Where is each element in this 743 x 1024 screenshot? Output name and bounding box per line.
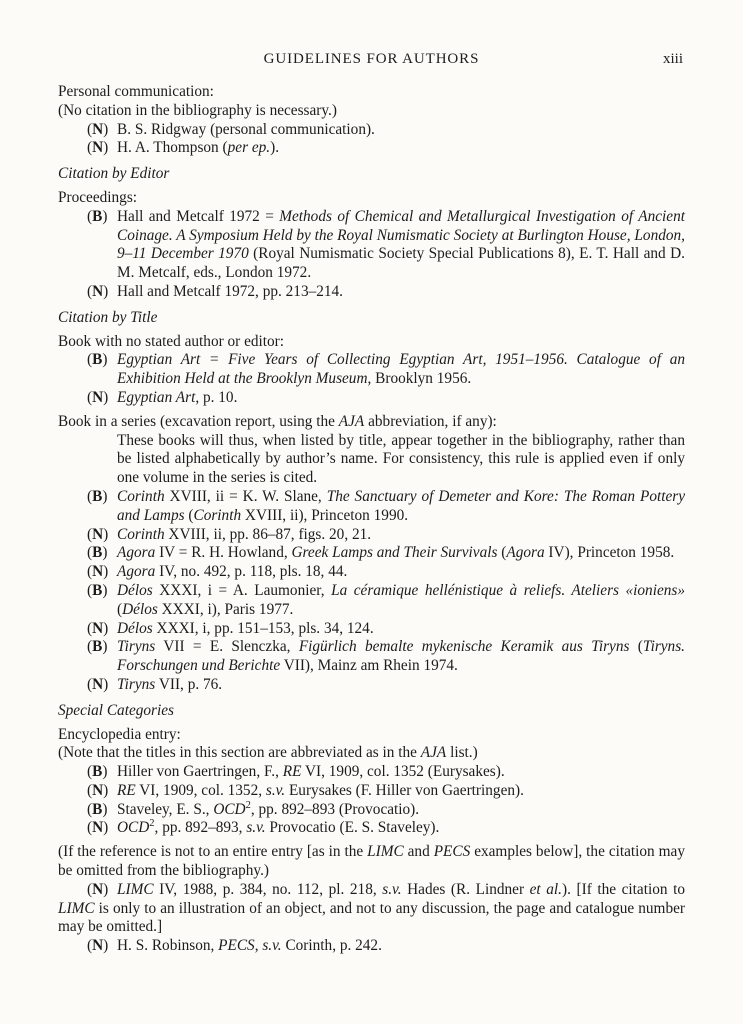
- citation-line: [87, 581, 685, 620]
- citation-type-label: (N): [87, 619, 109, 637]
- text-segment: (: [497, 544, 507, 562]
- text-segment: Egyptian Art: [117, 388, 196, 406]
- paragraph: [58, 413, 685, 432]
- text-segment: IV, 1988, p. 384, no. 112, pl. 218,: [153, 880, 383, 898]
- text-segment: Tiryns: [117, 675, 156, 693]
- text-segment: PECS: [218, 937, 255, 955]
- text-segment: , pp. 892–893,: [154, 819, 247, 837]
- text-segment: Hall and Metcalf 1972, pp. 213–214.: [117, 282, 344, 300]
- text-segment: per ep.: [227, 139, 271, 157]
- text-segment: (: [184, 506, 194, 524]
- text-segment: s.v.: [262, 937, 282, 955]
- text-segment: (Note that the titles in this section are abbreviated as in the: [58, 744, 421, 762]
- text-segment: 2: [245, 799, 251, 811]
- text-segment: Proceedings:: [58, 188, 138, 206]
- citation-type-label: (B): [87, 351, 108, 369]
- text-segment: VI, 1909, col. 1352 (Eurysakes).: [301, 763, 505, 781]
- citation-type-label: (N): [87, 525, 109, 543]
- text-segment: Tiryns: [117, 638, 156, 656]
- text-segment: H. S. Robinson,: [117, 937, 219, 955]
- paragraph: [58, 189, 685, 208]
- text-segment: The Sanctuary of Demeter and Kore: The Roman Pottery and Lamps: [117, 487, 686, 524]
- text-segment: VII, p. 76.: [155, 675, 223, 693]
- text-segment: (: [629, 638, 643, 656]
- text-segment: Agora: [117, 563, 156, 581]
- text-segment: Citation by Editor: [58, 165, 170, 183]
- text-segment: Agora: [117, 544, 156, 562]
- citation-type-label: (N): [87, 781, 109, 799]
- text-segment: These books will thus, when listed by title, appear together in the bibliography, rather than be listed alphabetically by author’s name. For consistency, this rule is applied even if only one volume in the series is cited.: [117, 431, 685, 487]
- text-segment: is only to an illustration of an object, and not to any discussion, the page and catalogue number may be omitted.]: [58, 899, 685, 936]
- paragraph: [58, 726, 685, 745]
- text-segment: IV = R. H. Howland,: [155, 544, 292, 562]
- text-segment: Hall and Metcalf 1972 =: [117, 207, 280, 225]
- text-segment: list.): [446, 744, 478, 762]
- text-segment: IV), Princeton 1958.: [544, 544, 675, 562]
- running-head: GUIDELINES FOR AUTHORS: [263, 51, 480, 67]
- text-segment: B. S. Ridgway (personal communication).: [117, 120, 375, 138]
- citation-line: [87, 388, 685, 408]
- text-segment: (If the reference is not to an entire entry [as in the: [58, 843, 368, 861]
- page-number: xiii: [662, 51, 683, 67]
- text-segment: Special Categories: [58, 701, 174, 719]
- text-segment: , Brooklyn 1956.: [367, 370, 472, 388]
- citation-type-label: (N): [87, 675, 109, 693]
- text-segment: Eurysakes (F. Hiller von Gaertringen).: [285, 781, 524, 799]
- citation-line: [87, 937, 685, 956]
- text-segment: Staveley, E. S.,: [117, 800, 214, 818]
- text-segment: Délos: [117, 619, 153, 637]
- citation-type-label: (N): [87, 880, 109, 898]
- citation-type-label: (N): [87, 388, 109, 406]
- citation-line: [87, 638, 685, 676]
- citation-type-label: (N): [87, 282, 109, 300]
- text-segment: ).: [270, 139, 280, 157]
- text-segment: Corinth: [117, 525, 165, 543]
- text-segment: Personal communication:: [58, 83, 214, 100]
- citation-line: [87, 139, 685, 158]
- paragraph: [117, 432, 685, 488]
- text-segment: abbreviation, if any):: [364, 412, 497, 430]
- citation-line: [87, 763, 685, 782]
- text-segment: XVIII, ii, pp. 86–87, figs. 20, 21.: [164, 525, 372, 543]
- paragraph: [58, 83, 685, 102]
- section-heading: [58, 702, 685, 721]
- text-segment: , p. 10.: [195, 388, 238, 406]
- paragraph: [58, 333, 685, 352]
- citation-line: [87, 487, 686, 526]
- document-body: [58, 83, 685, 956]
- section-heading: [58, 165, 685, 184]
- citation-type-label: (B): [87, 544, 108, 562]
- text-segment: XVIII, ii = K. W. Slane,: [164, 487, 327, 505]
- text-segment: Corinth: [117, 487, 165, 505]
- citation-line: [87, 818, 685, 838]
- citation-line: [58, 881, 685, 937]
- citation-line: [87, 563, 685, 582]
- citation-line: [87, 781, 685, 801]
- page-header: [58, 51, 685, 71]
- text-segment: (: [117, 600, 123, 618]
- text-segment: OCD: [117, 819, 150, 837]
- text-segment: AJA: [338, 412, 365, 430]
- text-segment: 2: [149, 818, 155, 830]
- text-segment: Citation by Title: [58, 308, 158, 326]
- section-heading: [58, 309, 685, 328]
- text-segment: examples below], the citation may be omitted from the bibliography.): [58, 843, 685, 880]
- text-segment: Methods of Chemical and Metallurgical Investigation of Ancient Coinage. A Symposium Held by the Royal Numismatic Society at Burlington House, London, 9–11 December 1970: [117, 207, 685, 263]
- text-segment: RE: [282, 763, 302, 781]
- citation-type-label: (N): [87, 120, 109, 138]
- citation-line: [87, 619, 685, 639]
- citation-type-label: (B): [87, 487, 108, 505]
- text-segment: (No citation in the bibliography is necessary.): [58, 101, 337, 119]
- paragraph: [58, 843, 685, 881]
- text-segment: Book with no stated author or editor:: [58, 332, 285, 350]
- text-segment: et al.: [529, 880, 562, 898]
- citation-line: [87, 207, 685, 283]
- paragraph: [58, 744, 685, 763]
- text-segment: s.v.: [246, 819, 266, 837]
- text-segment: RE: [117, 781, 136, 799]
- text-segment: AJA: [420, 744, 447, 762]
- text-segment: LIMC: [58, 899, 95, 917]
- citation-line: [87, 351, 685, 389]
- citation-line: [87, 544, 685, 563]
- citation-type-label: (B): [87, 207, 108, 225]
- text-segment: ,: [254, 937, 263, 955]
- citation-line: [87, 120, 685, 140]
- text-segment: Délos: [122, 600, 158, 618]
- text-segment: Agora: [506, 544, 545, 562]
- text-segment: La céramique hellénistique à reliefs. Ateliers «ioniens»: [331, 581, 685, 599]
- citation-type-label: (B): [87, 638, 108, 656]
- text-segment: VII), Mainz am Rhein 1974.: [280, 657, 458, 675]
- text-segment: Hades (R. Lindner: [401, 880, 530, 898]
- text-segment: s.v.: [265, 781, 286, 799]
- text-segment: Egyptian Art = Five Years of Collecting Egyptian Art, 1951–1956. Catalogue of an Exhibition Held at the Brooklyn Museum: [117, 351, 685, 388]
- text-segment: XXXI, i, pp. 151–153, pls. 34, 124.: [152, 619, 374, 637]
- text-segment: IV, no. 492, p. 118, pls. 18, 44.: [155, 563, 348, 581]
- citation-type-label: (N): [87, 139, 109, 157]
- text-segment: Délos: [117, 581, 153, 599]
- text-segment: Tiryns. Forschungen und Berichte: [117, 638, 685, 675]
- text-segment: and: [403, 843, 434, 861]
- text-segment: Greek Lamps and Their Survivals: [291, 544, 498, 562]
- text-segment: XVIII, ii), Princeton 1990.: [241, 506, 409, 524]
- text-segment: Book in a series (excavation report, using the: [58, 412, 339, 430]
- citation-type-label: (N): [87, 937, 109, 955]
- text-segment: Encyclopedia entry:: [58, 725, 181, 743]
- citation-line: [87, 525, 685, 545]
- text-segment: VII = E. Slenczka,: [155, 638, 299, 656]
- citation-type-label: (B): [87, 763, 108, 781]
- citation-line: [87, 799, 685, 820]
- text-segment: LIMC: [117, 880, 154, 898]
- text-segment: Provocatio (E. S. Staveley).: [265, 819, 440, 837]
- citation-type-label: (B): [87, 581, 108, 599]
- text-segment: PECS: [433, 843, 471, 861]
- text-segment: Corinth: [193, 506, 242, 524]
- text-segment: VI, 1909, col. 1352,: [135, 781, 266, 799]
- text-segment: Figürlich bemalte mykenische Keramik aus Tiryns: [298, 638, 630, 656]
- text-segment: (Royal Numismatic Society Special Publications 8), E. T. Hall and D. M. Metcalf, eds., London 1972.: [117, 245, 685, 282]
- text-segment: XXXI, i), Paris 1977.: [157, 600, 294, 618]
- text-segment: OCD: [213, 800, 246, 818]
- text-segment: LIMC: [367, 843, 404, 861]
- text-segment: ). [If the citation to: [562, 880, 685, 898]
- citation-type-label: (N): [87, 563, 109, 581]
- citation-type-label: (B): [87, 800, 108, 818]
- text-segment: XXXI, i = A. Laumonier,: [152, 581, 332, 599]
- text-segment: Hiller von Gaertringen, F.,: [117, 763, 283, 781]
- paragraph: [58, 102, 685, 121]
- citation-line: [87, 675, 685, 695]
- text-segment: Corinth, p. 242.: [281, 937, 382, 955]
- text-segment: H. A. Thompson (: [117, 139, 228, 157]
- text-segment: s.v.: [382, 880, 402, 898]
- text-segment: , pp. 892–893 (Provocatio).: [250, 800, 420, 818]
- citation-type-label: (N): [87, 819, 109, 837]
- citation-line: [87, 282, 685, 302]
